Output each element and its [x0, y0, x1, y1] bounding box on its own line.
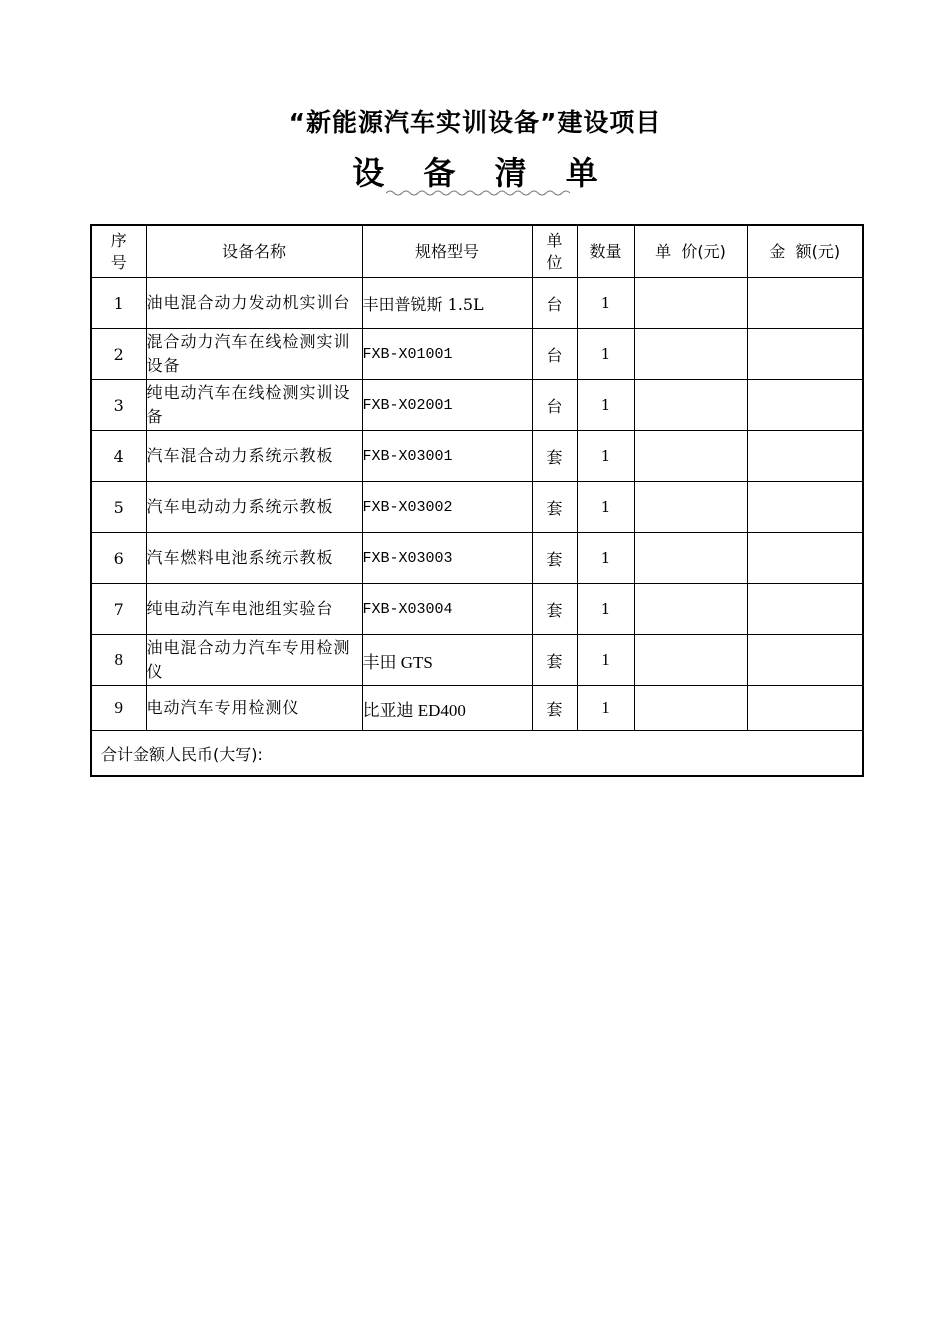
cell-name: 汽车燃料电池系统示教板 — [146, 533, 362, 584]
total-row — [91, 731, 863, 777]
cell-index: 7 — [91, 584, 146, 635]
table-row — [91, 686, 863, 731]
cell-index: 4 — [91, 431, 146, 482]
table-row — [91, 584, 863, 635]
cell-qty: 1 — [577, 533, 634, 584]
cell-unit-price — [634, 380, 747, 431]
cell-spec: 丰田普锐斯 1.5L — [362, 278, 532, 329]
cell-unit: 台 — [532, 329, 577, 380]
total-amount-label: 合计金额人民币(大写): — [91, 731, 863, 777]
cell-spec: 丰田 GTS — [362, 635, 532, 686]
cell-qty: 1 — [577, 584, 634, 635]
table-row — [91, 329, 863, 380]
table-row — [91, 431, 863, 482]
cell-name: 汽车混合动力系统示教板 — [146, 431, 362, 482]
table-row — [91, 278, 863, 329]
cell-unit: 套 — [532, 533, 577, 584]
table-row — [91, 533, 863, 584]
cell-unit: 套 — [532, 584, 577, 635]
header-amount: 金 额(元) — [747, 225, 863, 278]
cell-spec: FXB-X03003 — [362, 533, 532, 584]
cell-unit-price — [634, 533, 747, 584]
cell-name: 油电混合动力汽车专用检测仪 — [146, 635, 362, 686]
cell-amount — [747, 329, 863, 380]
cell-amount — [747, 278, 863, 329]
cell-name: 油电混合动力发动机实训台 — [146, 278, 362, 329]
cell-amount — [747, 431, 863, 482]
cell-spec: FXB-X03002 — [362, 482, 532, 533]
title-wavy-underline — [386, 188, 570, 198]
cell-unit-price — [634, 635, 747, 686]
cell-qty: 1 — [577, 635, 634, 686]
cell-spec: FXB-X03004 — [362, 584, 532, 635]
cell-qty: 1 — [577, 380, 634, 431]
table-row — [91, 482, 863, 533]
cell-qty: 1 — [577, 686, 634, 731]
cell-unit: 套 — [532, 482, 577, 533]
table-row — [91, 635, 863, 686]
cell-unit-price — [634, 278, 747, 329]
cell-unit: 套 — [532, 635, 577, 686]
header-unit-price: 单 价(元) — [634, 225, 747, 278]
header-qty: 数量 — [577, 225, 634, 278]
cell-spec: FXB-X03001 — [362, 431, 532, 482]
header-unit: 单位 — [532, 225, 577, 278]
cell-unit-price — [634, 329, 747, 380]
cell-name: 混合动力汽车在线检测实训设备 — [146, 329, 362, 380]
cell-unit-price — [634, 584, 747, 635]
cell-amount — [747, 380, 863, 431]
cell-spec: 比亚迪 ED400 — [362, 686, 532, 731]
cell-unit-price — [634, 686, 747, 731]
cell-spec: FXB-X01001 — [362, 329, 532, 380]
cell-qty: 1 — [577, 278, 634, 329]
cell-index: 6 — [91, 533, 146, 584]
cell-index: 2 — [91, 329, 146, 380]
cell-index: 1 — [91, 278, 146, 329]
document-title: 设 备 清 单 — [352, 154, 612, 192]
cell-amount — [747, 686, 863, 731]
cell-index: 9 — [91, 686, 146, 731]
cell-name: 汽车电动动力系统示教板 — [146, 482, 362, 533]
cell-index: 8 — [91, 635, 146, 686]
cell-unit: 套 — [532, 686, 577, 731]
cell-unit-price — [634, 431, 747, 482]
cell-qty: 1 — [577, 329, 634, 380]
cell-unit: 台 — [532, 380, 577, 431]
cell-amount — [747, 482, 863, 533]
equipment-table — [90, 224, 864, 777]
table-header-row — [91, 225, 863, 278]
cell-index: 3 — [91, 380, 146, 431]
cell-unit: 台 — [532, 278, 577, 329]
cell-amount — [747, 533, 863, 584]
cell-name: 纯电动汽车电池组实验台 — [146, 584, 362, 635]
cell-amount — [747, 584, 863, 635]
cell-qty: 1 — [577, 431, 634, 482]
cell-amount — [747, 635, 863, 686]
table-row — [91, 380, 863, 431]
cell-name: 电动汽车专用检测仪 — [146, 686, 362, 731]
cell-spec: FXB-X02001 — [362, 380, 532, 431]
header-index: 序号 — [91, 225, 146, 278]
cell-unit: 套 — [532, 431, 577, 482]
cell-index: 5 — [91, 482, 146, 533]
header-name: 设备名称 — [146, 225, 362, 278]
project-title: “新能源汽车实训设备”建设项目 — [288, 108, 662, 137]
cell-name: 纯电动汽车在线检测实训设备 — [146, 380, 362, 431]
cell-unit-price — [634, 482, 747, 533]
header-spec: 规格型号 — [362, 225, 532, 278]
cell-qty: 1 — [577, 482, 634, 533]
